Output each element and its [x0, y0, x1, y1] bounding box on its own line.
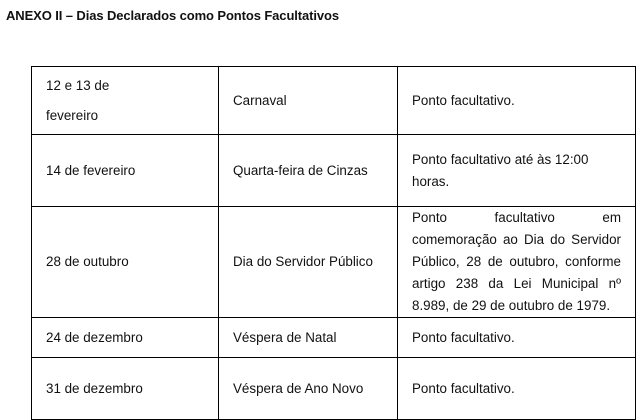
holiday-name-text: Carnaval	[233, 92, 287, 108]
holiday-name-cell	[219, 135, 398, 207]
table-row	[32, 207, 636, 318]
table-row	[32, 358, 636, 420]
holiday-name-text: Véspera de Ano Novo	[233, 380, 364, 396]
holiday-name-text: Dia do Servidor Público	[233, 254, 373, 269]
table-row	[32, 135, 636, 207]
description-cell	[398, 67, 636, 135]
description-text: Ponto facultativo.	[412, 92, 515, 108]
holiday-name-text: Véspera de Natal	[233, 329, 337, 345]
document-title: ANEXO II – Dias Declarados como Pontos Facultativos	[6, 8, 339, 23]
description-text: Ponto facultativo.	[412, 380, 515, 396]
date-text: 28 de outubro	[46, 254, 129, 269]
description-text: Ponto facultativo em comemoração ao Dia do Servidor Público, 28 de outubro, conforme artigo 238 da Lei Municipal nº 8.989, de 29 de outubro de 1979.	[412, 210, 621, 313]
date-cell	[32, 318, 219, 358]
table-row	[32, 67, 636, 135]
holidays-table	[31, 66, 636, 420]
description-cell	[398, 135, 636, 207]
date-cell	[32, 67, 219, 135]
holiday-name-text: Quarta-feira de Cinzas	[233, 162, 368, 178]
date-text: 24 de dezembro	[46, 329, 143, 345]
description-cell	[398, 318, 636, 358]
holiday-name-cell	[219, 207, 398, 318]
date-cell	[32, 207, 219, 318]
description-text: Ponto facultativo.	[412, 329, 515, 345]
date-cell	[32, 358, 219, 420]
description-text: Ponto facultativo até às 12:00 horas.	[412, 151, 589, 189]
date-text: 31 de dezembro	[46, 380, 143, 396]
holiday-name-cell	[219, 358, 398, 420]
date-text: 12 e 13 de fevereiro	[46, 77, 110, 123]
description-cell	[398, 358, 636, 420]
holiday-name-cell	[219, 318, 398, 358]
date-cell	[32, 135, 219, 207]
table-row	[32, 318, 636, 358]
description-cell	[398, 207, 636, 318]
holiday-name-cell	[219, 67, 398, 135]
date-text: 14 de fevereiro	[46, 162, 136, 178]
